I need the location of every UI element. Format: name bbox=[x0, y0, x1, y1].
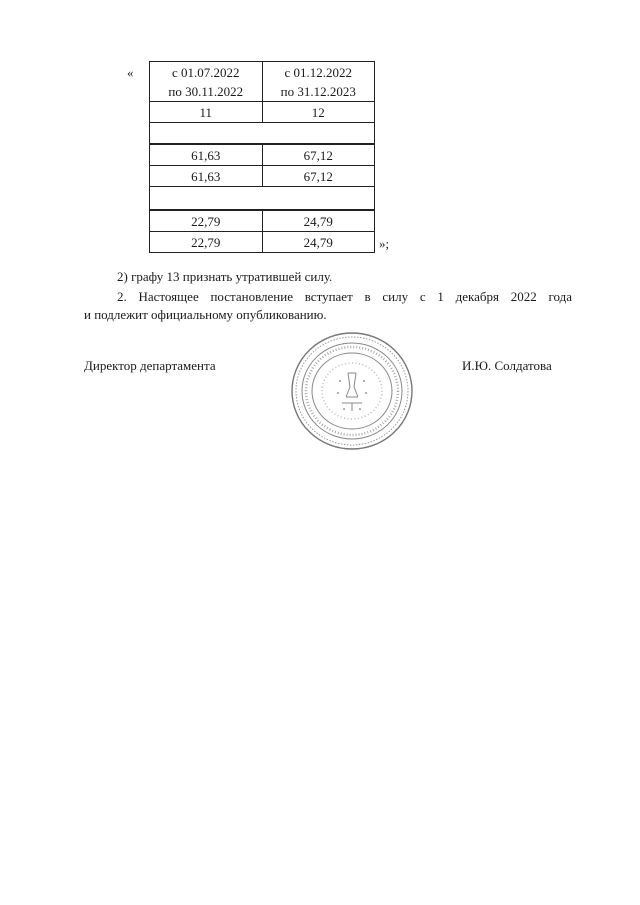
clause-2-line-1: 2. Настоящее постановление вступает в силу с 1 декабря 2022 года bbox=[117, 289, 572, 304]
signatory-name: И.Ю. Солдатова bbox=[462, 358, 552, 373]
table-section-row bbox=[150, 123, 375, 145]
column-number-row bbox=[150, 102, 375, 123]
table-section-row bbox=[150, 187, 375, 211]
table-row bbox=[150, 144, 375, 166]
table-cell: 24,79 bbox=[262, 210, 375, 232]
column-number-12: 12 bbox=[262, 102, 375, 123]
table-cell: 67,12 bbox=[262, 166, 375, 187]
clause-2-line-2: и подлежит официальному опубликованию. bbox=[84, 307, 327, 322]
table-cell: 22,79 bbox=[150, 210, 263, 232]
table-cell: 67,12 bbox=[262, 144, 375, 166]
header-period-1 bbox=[150, 62, 263, 102]
official-seal bbox=[290, 331, 414, 451]
table-header-row bbox=[150, 62, 375, 102]
header-period-1-line-1: с 01.07.2022 bbox=[171, 64, 240, 80]
seal-icon bbox=[290, 331, 414, 451]
header-period-1-line-2: по 30.11.2022 bbox=[168, 83, 244, 99]
section-blank-cell bbox=[150, 123, 375, 145]
section-blank-cell bbox=[150, 187, 375, 211]
closing-quote: »; bbox=[379, 236, 390, 251]
signatory-title: Директор департамента bbox=[84, 358, 216, 373]
table-row bbox=[150, 210, 375, 232]
header-period-2-line-2: по 31.12.2023 bbox=[280, 83, 356, 99]
table-cell: 22,79 bbox=[150, 232, 263, 253]
item-2-text: 2) графу 13 признать утратившей силу. bbox=[117, 269, 333, 284]
table-cell: 61,63 bbox=[150, 166, 263, 187]
table-cell: 24,79 bbox=[262, 232, 375, 253]
column-number-11: 11 bbox=[150, 102, 263, 123]
header-period-2-line-1: с 01.12.2022 bbox=[284, 64, 353, 80]
table-row bbox=[150, 166, 375, 187]
tariff-table bbox=[149, 61, 375, 253]
header-period-2 bbox=[262, 62, 375, 102]
opening-quote: « bbox=[127, 65, 134, 80]
table-cell: 61,63 bbox=[150, 144, 263, 166]
table-row bbox=[150, 232, 375, 253]
